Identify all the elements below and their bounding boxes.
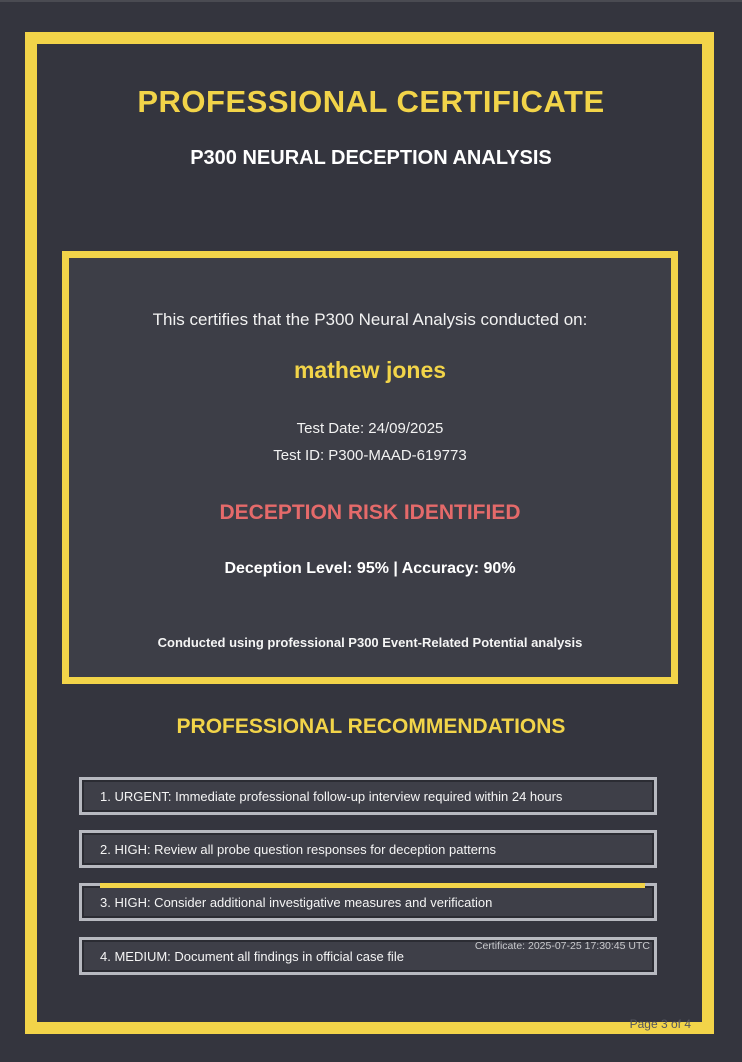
test-date: Test Date: 24/09/2025: [296, 420, 444, 437]
metrics-line: Deception Level: 95% | Accuracy: 90%: [224, 560, 516, 577]
recommendation-item: 1. URGENT: Immediate professional follow-up interview required within 24 hours: [79, 777, 657, 815]
method-note: Conducted using professional P300 Event-Related Potential analysis: [157, 635, 583, 650]
subject-name: mathew jones: [293, 357, 447, 383]
recommendation-item: 3. HIGH: Consider additional investigative measures and verification: [79, 883, 657, 921]
page-number: Page 3 of 4: [629, 1017, 691, 1031]
page-title: PROFESSIONAL CERTIFICATE: [137, 84, 605, 119]
yellow-highlight-bar: [100, 883, 645, 888]
certificate-panel: [62, 251, 678, 684]
recommendation-item: 2. HIGH: Review all probe question responses for deception patterns: [79, 830, 657, 868]
certificate-subtitle: P300 NEURAL DECEPTION ANALYSIS: [190, 147, 552, 169]
top-edge-line: [0, 0, 742, 2]
recommendation-item: 4. MEDIUM: Document all findings in official case file: [79, 937, 657, 975]
certificate-timestamp: Certificate: 2025-07-25 17:30:45 UTC: [474, 940, 650, 952]
recommendations-heading: PROFESSIONAL RECOMMENDATIONS: [176, 715, 566, 738]
result-status: DECEPTION RISK IDENTIFIED: [219, 501, 521, 524]
test-id: Test ID: P300-MAAD-619773: [273, 447, 467, 464]
certify-statement: This certifies that the P300 Neural Analysis conducted on:: [152, 310, 588, 329]
